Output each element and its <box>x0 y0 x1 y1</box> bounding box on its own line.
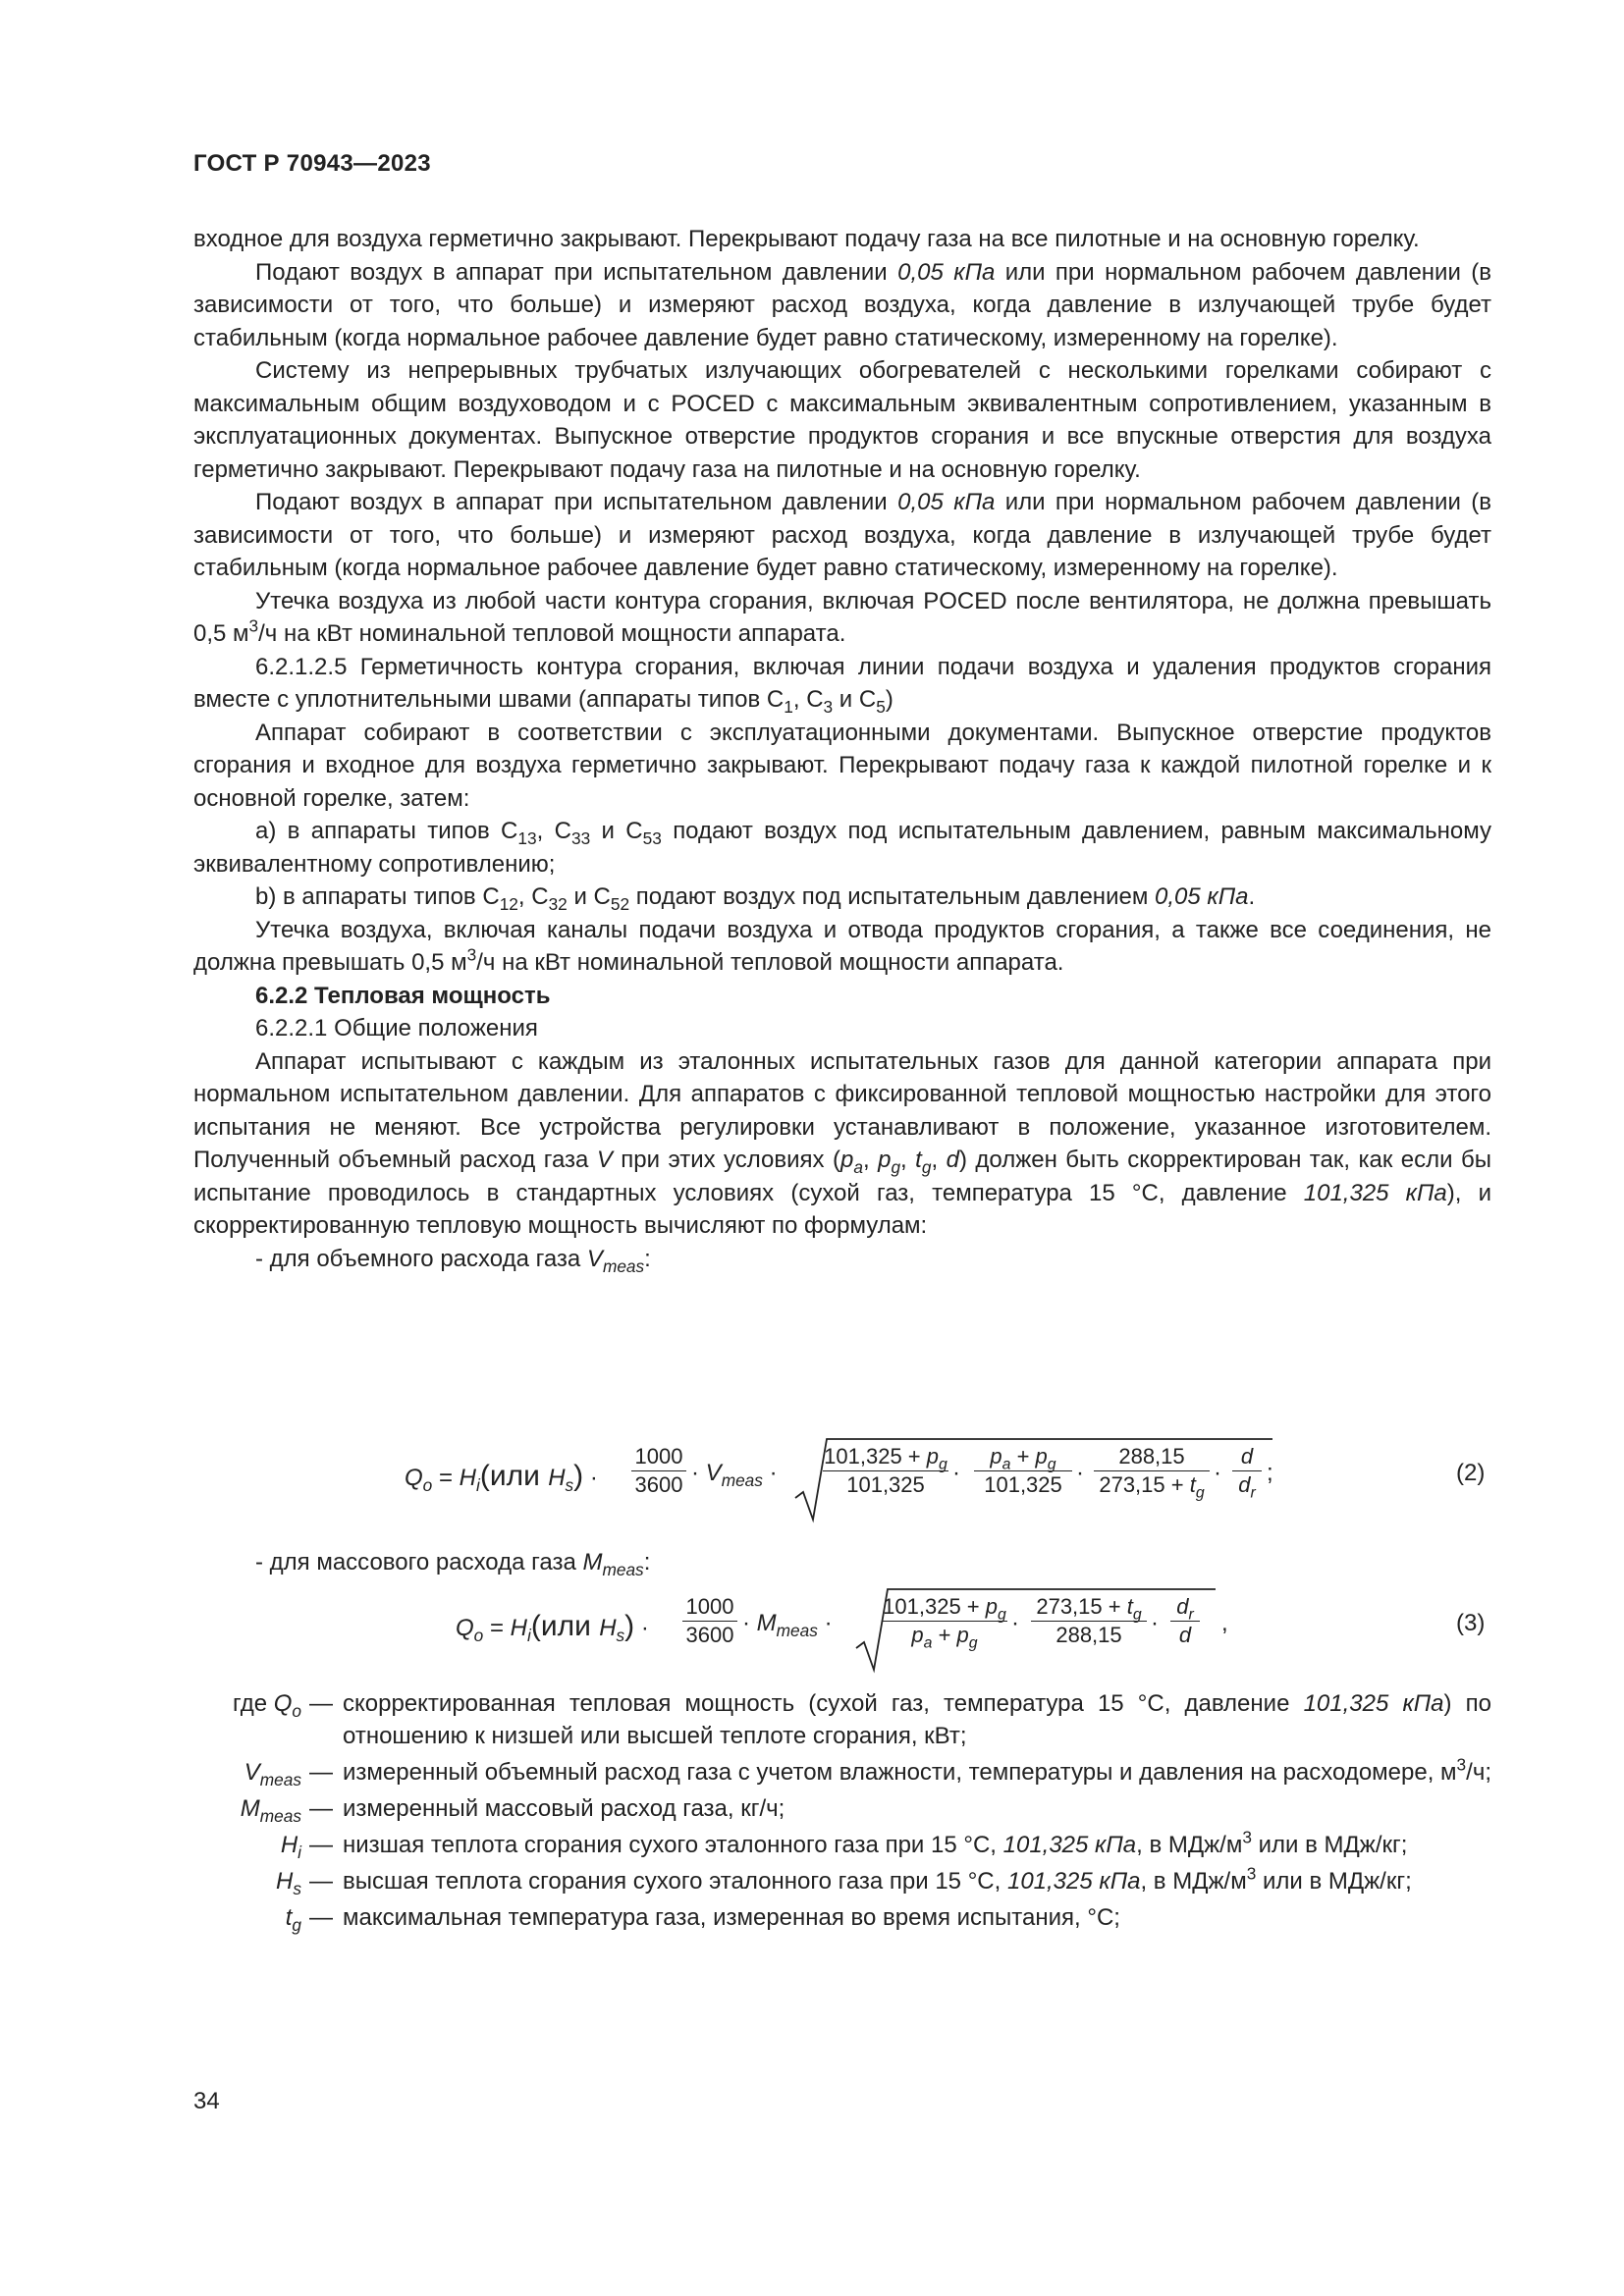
clause-heading: 6.2.1.2.5 Герметичность контура сгорания, включая линии подачи воздуха и удаления продуктов сгорания вместе с уплотнительными швами (аппараты типов $С_1$, $С_3$ и $С_5$) <box>193 653 1491 718</box>
paragraph: Аппарат испытывают с каждым из эталонных испытательных газов для данной категории аппарата при нормальном испытательном давлении. Для аппаратов с фиксированной тепловой мощностью настройки для этого испытания не меняют. Все устройства регулировки устанавливают в положение, указанное изготовителем. Полученный объемный расход газа V при этих условиях ($p_a$, $p_g$, $t_g$, d) должен быть скорректирован так, как если бы испытание проводилось в стандартных условиях (сухой газ, температура 15 °С, давление 101,325 кПа), и скорректированную тепловую мощность вычисляют по формулам: <box>193 1047 1491 1239</box>
paragraph: Подают воздух в аппарат при испытательном давлении 0,05 кПа или при нормальном рабочем давлении (в зависимости от того, что больше) и измеряют расход воздуха, когда давление в излучающей трубе будет стабильным (когда нормальное рабочее давление будет равно статическому, измеренному на горелке). <box>193 489 1492 581</box>
list-item: а) в аппараты типов $С_{13}$, $С_{33}$ и $С_{53}$ подают воздух под испытательным давлением, равным максимальному эквивалентному сопротивлению; <box>193 818 1492 878</box>
formula-end: , <box>1221 1610 1228 1636</box>
legend-symbol: $M_{meas}$ <box>240 1795 301 1827</box>
formula-2 <box>0 1433 1624 1541</box>
formula-number: (3) <box>1456 1610 1486 1636</box>
legend-description: низшая теплота сгорания сухого эталонного газа при 15 °С, 101,325 кПа, в МДж/$м^3$ или в МДж/кг; <box>343 1827 1408 1858</box>
page-number: 34 <box>193 2088 220 2114</box>
paragraph: Систему из непрерывных трубчатых излучающих обогревателей с несколькими горелками собирают с максимальным общим воздуховодом и с POCED с максимальным эквивалентным сопротивлением, указанным в эксплуатационных документах. Выпускное отверстие продуктов сгорания и все впускные отверстия для воздуха герметично закрывают. Перекрывают подачу газа на пилотные и на основную горелку. <box>193 357 1491 483</box>
fraction-1000-3600: $\frac{1000}{3600}$ <box>682 1593 737 1649</box>
paragraph: Утечка воздуха, включая каналы подачи воздуха и отвода продуктов сгорания, а также все соединения, не должна превышать 0,5 $м^3/ч$ на кВт номинальной тепловой мощности аппарата. <box>193 916 1491 976</box>
fraction-pressure-ratio-1: $\frac{101,325 + p_g}{101,325}$ <box>824 1444 947 1497</box>
legend-row: $t_g$ — максимальная температура газа, измеренная во время испытания, °С; <box>193 1901 1491 1934</box>
fraction-1000-3600: $\frac{1000}{3600}$ <box>631 1443 686 1499</box>
fraction-density-ratio: $\frac{d_r}{d}$ <box>1170 1593 1200 1649</box>
formula-3 <box>0 1583 1624 1691</box>
formula-mmeas: · $M_{meas}$ · <box>742 1610 833 1641</box>
dot: · <box>1214 1460 1221 1486</box>
subsection-heading: 6.2.2.1 Общие положения <box>255 1015 538 1041</box>
legend-symbol: $H_i$ <box>280 1832 301 1863</box>
fraction-temperature-ratio: $\frac{273,15 + t_g}{288,15}$ <box>1031 1593 1147 1649</box>
section-heading: 6.2.2 Тепловая мощность <box>255 982 551 1009</box>
legend-row: $H_s$ — высшая теплота сгорания сухого эталонного газа при 15 °С, 101,325 кПа, в МДж/$м^3$ или в МДж/кг; <box>193 1865 1491 1897</box>
fraction-pressure-ratio-2: $\frac{p_a + p_g}{101,325}$ <box>974 1443 1072 1499</box>
legend-row: где $Q_o$ — скорректированная тепловая мощность (сухой газ, температура 15 °С, давление 101,325 кПа) по отношению к низшей или высшей теплоте сгорания, кВт; <box>193 1687 1491 1752</box>
paragraph: Подают воздух в аппарат при испытательном давлении 0,05 кПа или при нормальном рабочем давлении (в зависимости от того, что больше) и измеряют расход воздуха, когда давление в излучающей трубе будет стабильным (когда нормальное рабочее давление будет равно статическому, измеренному на горелке). <box>193 258 1492 351</box>
legend-row: $M_{meas}$ — измеренный массовый расход газа, кг/ч; <box>193 1792 1491 1825</box>
fraction-temperature-ratio: $\frac{288,15}{273,15 + t_g}$ <box>1094 1443 1210 1499</box>
legend-row: $V_{meas}$ — измеренный объемный расход газа с учетом влажности, температуры и давления на расходомере, $м^3/ч$; <box>193 1756 1491 1789</box>
fraction-density-ratio: $\frac{d}{d_r}$ <box>1232 1443 1262 1499</box>
dot: · <box>1076 1460 1084 1486</box>
formula-number: (2) <box>1456 1460 1486 1486</box>
legend-description: высшая теплота сгорания сухого эталонного газа при 15 °С, 101,325 кПа, в МДж/$м^3$ или в МДж/кг; <box>343 1863 1412 1895</box>
legend-symbol: $t_g$ <box>285 1904 301 1936</box>
legend-symbol: где $Q_o$ <box>233 1690 301 1722</box>
dot: · <box>952 1460 960 1486</box>
list-item: b) в аппараты типов $С_{12}$, $С_{32}$ и $С_{52}$ подают воздух под испытательным давлением 0,05 кПа. <box>255 883 1256 915</box>
formula-lhs: $Q_o = H_i(или$ $H_s$) · <box>456 1610 649 1646</box>
legend-description: максимальная температура газа, измеренная во время испытания, °С; <box>343 1904 1120 1931</box>
formula-end: ; <box>1267 1460 1273 1486</box>
document-header: ГОСТ Р 70943—2023 <box>193 150 431 177</box>
paragraph: входное для воздуха герметично закрывают. Перекрывают подачу газа на все пилотные и на основную горелку. <box>193 226 1420 252</box>
paragraph: Аппарат собирают в соответствии с эксплуатационными документами. Выпускное отверстие продуктов сгорания и входное для воздуха герметично закрывают. Перекрывают подачу газа к каждой пилотной горелке и к основной горелке, затем: <box>193 719 1491 812</box>
legend-description: измеренный массовый расход газа, кг/ч; <box>343 1795 785 1822</box>
legend-row: $H_i$ — низшая теплота сгорания сухого эталонного газа при 15 °С, 101,325 кПа, в МДж/$м^3$ или в МДж/кг; <box>193 1829 1491 1861</box>
formula-lhs: $Q_o = H_i(или$ $H_s$) · <box>405 1460 598 1496</box>
fraction-pressure-ratio: $\frac{101,325 + p_g}{p_a + p_g}$ <box>883 1594 1006 1652</box>
formula-intro: - для объемного расхода газа $V_{meas}$: <box>255 1245 651 1276</box>
formula-vmeas: · $V_{meas}$ · <box>691 1460 778 1491</box>
paragraph: Утечка воздуха из любой части контура сгорания, включая POCED после вентилятора, не должна превышать 0,5 $м^3/ч$ на кВт номинальной тепловой мощности аппарата. <box>193 587 1491 647</box>
document-body <box>193 223 1491 1275</box>
dot: · <box>1151 1610 1159 1636</box>
legend-symbol: $H_s$ <box>276 1868 301 1899</box>
legend-description: измеренный объемный расход газа с учетом влажности, температуры и давления на расходомере, $м^3/ч$; <box>343 1754 1491 1786</box>
formula-intro: - для массового расхода газа $M_{meas}$: <box>255 1549 651 1580</box>
legend-description: скорректированная тепловая мощность (сухой газ, температура 15 °С, давление 101,325 кПа) по отношению к низшей или высшей теплоте сгорания, кВт; <box>343 1690 1492 1749</box>
symbol-legend <box>193 1687 1491 1938</box>
legend-symbol: $V_{meas}$ <box>244 1759 301 1790</box>
dot: · <box>1011 1610 1019 1636</box>
